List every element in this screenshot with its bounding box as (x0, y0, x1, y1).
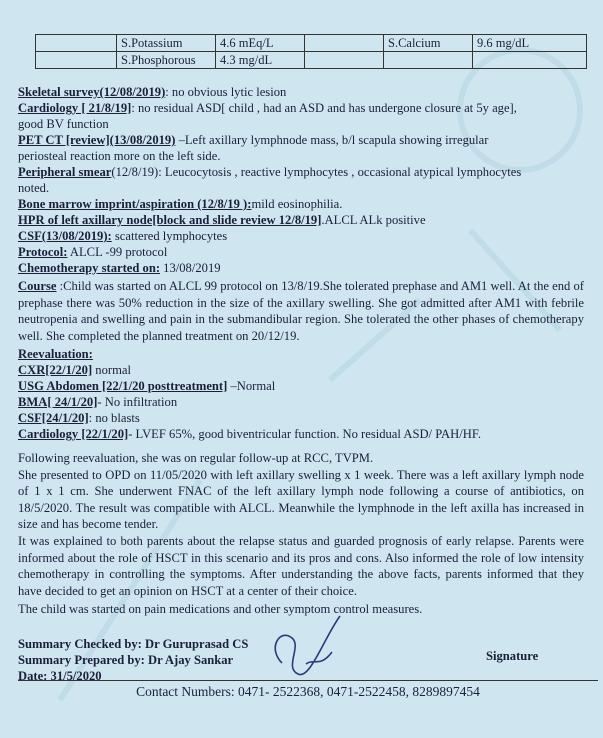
hpr-line: HPR of left axillary node[block and slide review 12/8/19].ALCL ALk positive (18, 213, 426, 227)
contact-numbers: Contact Numbers: 0471- 2522368, 0471-2522458, 8289897454 (18, 680, 598, 700)
followup-section (18, 450, 584, 599)
pain-management-line: The child was started on pain medications and other symptom control measures. (18, 602, 423, 616)
lab-value (473, 52, 587, 69)
cardiology-line-2: good BV function (18, 117, 109, 131)
lab-value: 9.6 mg/dL (473, 35, 587, 52)
followup-paragraph-2: She presented to OPD on 11/05/2020 with left axillary swelling x 1 week. There was a left axillary lymph node of 1 x 1 cm. She underwent FNAC of the left axillary lymph node following a course of antibiotics, on 18/5/2020. The result was compatible with ALCL. Meanwhile the lymphnode in the left axilla has increased in size and has become tender. (18, 467, 584, 532)
lab-name: S.Calcium (384, 35, 473, 52)
summary-checked-by: Summary Checked by: Dr Guruprasad CS (18, 637, 249, 651)
peripheral-smear-line-2: noted. (18, 181, 50, 195)
usg-line: USG Abdomen [22/1/20 posttreatment] –Normal (18, 379, 276, 393)
cardiology-reeval-line: Cardiology [22/1/20]- LVEF 65%, good biventricular function. No residual ASD/ PAH/HF. (18, 427, 481, 441)
table-row (36, 52, 587, 69)
followup-paragraph-3: It was explained to both parents about the relapse status and guarded prognosis of early relapse. Parents were informed about the role of HSCT in this scenario and its pros and cons. Also informed the role of low intensity chemotherapy in controlling the symptoms. After understanding the above facts, parents informed that they have decided to get an opinion on HSCT at a center of their choice. (18, 533, 584, 598)
lab-results-table (35, 34, 587, 69)
peripheral-smear-line: Peripheral smear(12/8/19): Leucocytosis , reactive lymphocytes , occasional atypical lymphocytes (18, 165, 522, 179)
signature-scribble-icon (262, 608, 352, 688)
bone-marrow-line: Bone marrow imprint/aspiration (12/8/19 ):mild eosinophilia. (18, 197, 343, 211)
pet-ct-line-2: periosteal reaction more on the left side. (18, 149, 221, 163)
lab-name (384, 52, 473, 69)
protocol-line: Protocol: ALCL -99 protocol (18, 245, 168, 259)
table-row (36, 35, 587, 52)
followup-paragraph-1: Following reevaluation, she was on regular follow-up at RCC, TVPM. (18, 451, 374, 465)
lab-name: S.Potassium (117, 35, 216, 52)
summary-date: Date: 31/5/2020 (18, 669, 102, 683)
chemotherapy-line: Chemotherapy started on: 13/08/2019 (18, 261, 221, 275)
lab-value: 4.6 mEq/L (216, 35, 305, 52)
bma-line: BMA[ 24/1/20]- No infiltration (18, 395, 178, 409)
csf-reeval-line: CSF[24/1/20]: no blasts (18, 411, 140, 425)
course-paragraph: Course :Child was started on ALCL 99 protocol on 13/8/19.She tolerated prephase and AM1 well. At the end of prephase there was 50% reduction in the size of the axillary swelling. She got admitted after AM1 with febrile neutropenia and swelling and pain in the submandibular region. She tolerated the other phases of chemotherapy well. She completed the planned treatment on 20/12/19. (18, 279, 584, 343)
cardiology-line: Cardiology [ 21/8/19]: no residual ASD[ child , had an ASD and has undergone closure at 5y age], (18, 101, 517, 115)
cxr-line: CXR[22/1/20] normal (18, 363, 131, 377)
lab-value: 4.3 mg/dL (216, 52, 305, 69)
skeletal-survey-line: Skeletal survey(12/08/2019): no obvious lytic lesion (18, 85, 287, 99)
lab-name: S.Phosphorous (117, 52, 216, 69)
signature-label: Signature (486, 649, 539, 663)
pet-ct-line: PET CT [review](13/08/2019) –Left axillary lymphnode mass, b/l scapula showing irregular (18, 133, 489, 147)
reevaluation-title: Reevaluation: (18, 347, 93, 361)
summary-prepared-by: Summary Prepared by: Dr Ajay Sankar (18, 653, 234, 667)
csf-line: CSF(13/08/2019): scattered lymphocytes (18, 229, 228, 243)
